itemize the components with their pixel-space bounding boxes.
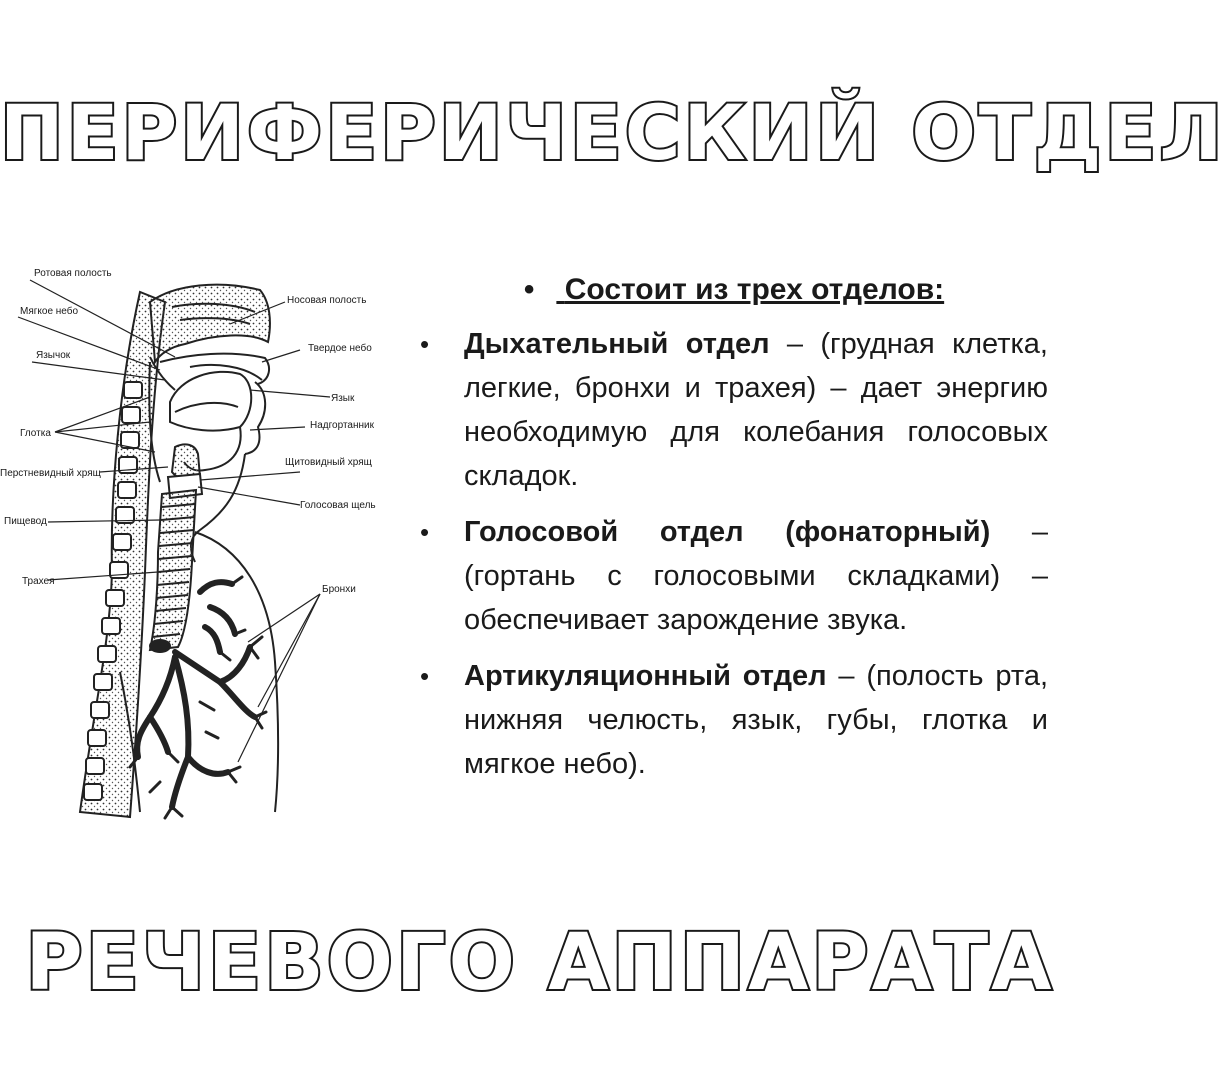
label-pharynx: Глотка (20, 428, 51, 439)
list-item-articulatory (420, 654, 1048, 786)
label-esophagus: Пищевод (4, 516, 47, 527)
label-cricoid-cartilage: Перстневидный хрящ (0, 468, 101, 479)
list-item-phonatory (420, 510, 1048, 642)
item-text: – (грудная клетка, легкие, бронхи и трахея) – дает энергию необходимую для колебания голосовых складок. (464, 328, 1048, 492)
label-trachea: Трахея (22, 576, 55, 587)
content-panel (420, 268, 1048, 798)
trachea (150, 490, 196, 652)
label-hard-palate: Твердое небо (308, 343, 372, 354)
item-term: Голосовой отдел (фонаторный) (464, 516, 991, 548)
section-list (420, 322, 1048, 786)
speech-apparatus-diagram (0, 262, 400, 827)
label-uvula: Язычок (36, 350, 71, 361)
label-glottis: Голосовая щель (300, 500, 376, 511)
label-epiglottis: Надгортанник (310, 420, 374, 431)
label-thyroid-cartilage: Щитовидный хрящ (285, 457, 372, 468)
item-term: Дыхательный отдел (464, 328, 770, 360)
label-tongue: Язык (331, 393, 355, 404)
content-heading (420, 268, 1048, 312)
item-text: – (полость рта, нижняя челюсть, язык, губы, глотка и мягкое небо). (464, 660, 1049, 780)
list-item-respiratory (420, 322, 1048, 498)
title-top: ПЕРИФЕРИЧЕСКИЙ ОТДЕЛ (0, 88, 1226, 177)
content-heading-text: Состоит из трех отделов: (564, 273, 945, 306)
item-term: Артикуляционный отдел (464, 660, 827, 692)
label-oral-cavity: Ротовая полость (34, 268, 112, 279)
label-bronchi: Бронхи (322, 584, 356, 595)
item-text: – (гортань с голосовыми складками) – обеспечивает зарождение звука. (464, 516, 1049, 636)
label-soft-palate: Мягкое небо (20, 306, 79, 317)
title-bottom: РЕЧЕВОГО АППАРАТА (25, 918, 1055, 1008)
label-nasal-cavity: Носовая полость (287, 295, 367, 306)
